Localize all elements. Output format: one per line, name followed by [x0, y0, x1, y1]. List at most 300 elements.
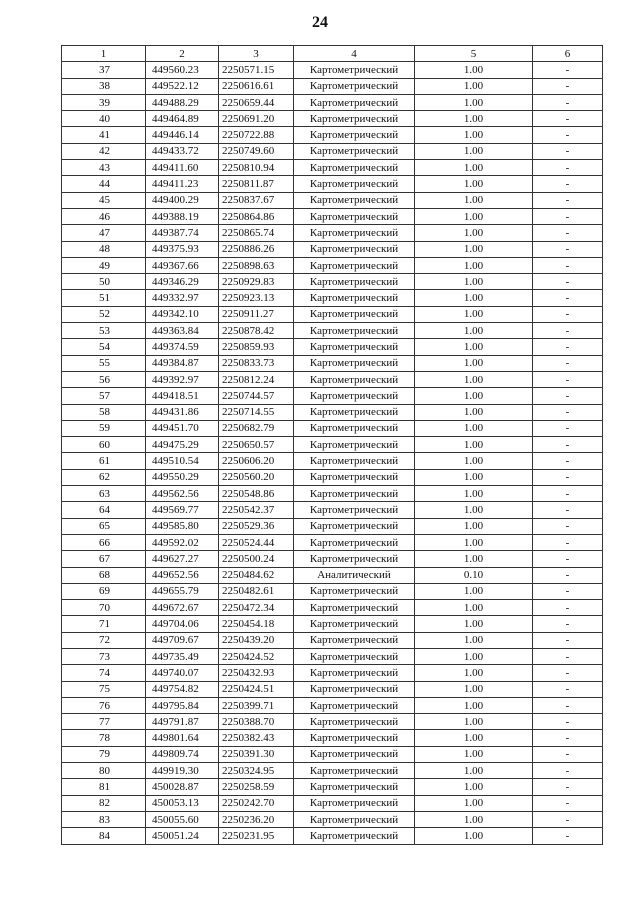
table-row	[62, 127, 603, 143]
accuracy-cell: 1.00	[415, 518, 533, 534]
method-cell: Картометрический	[294, 518, 415, 534]
method-cell: Картометрический	[294, 437, 415, 453]
method-cell: Картометрический	[294, 763, 415, 779]
point-number-cell: 42	[62, 143, 146, 159]
accuracy-cell: 1.00	[415, 225, 533, 241]
y-coordinate-cell: 2250929.83	[219, 274, 294, 290]
note-cell: -	[533, 632, 603, 648]
accuracy-cell: 1.00	[415, 502, 533, 518]
note-cell: -	[533, 208, 603, 224]
point-number-cell: 59	[62, 420, 146, 436]
y-coordinate-cell: 2250650.57	[219, 437, 294, 453]
x-coordinate-cell: 449418.51	[146, 388, 219, 404]
method-cell: Картометрический	[294, 143, 415, 159]
x-coordinate-cell: 449411.23	[146, 176, 219, 192]
y-coordinate-cell: 2250722.88	[219, 127, 294, 143]
point-number-cell: 69	[62, 583, 146, 599]
x-coordinate-cell: 449809.74	[146, 746, 219, 762]
method-cell: Картометрический	[294, 811, 415, 827]
y-coordinate-cell: 2250606.20	[219, 453, 294, 469]
point-number-cell: 60	[62, 437, 146, 453]
x-coordinate-cell: 449562.56	[146, 486, 219, 502]
x-coordinate-cell: 449387.74	[146, 225, 219, 241]
point-number-cell: 45	[62, 192, 146, 208]
method-cell: Картометрический	[294, 62, 415, 78]
note-cell: -	[533, 225, 603, 241]
note-cell: -	[533, 339, 603, 355]
y-coordinate-cell: 2250484.62	[219, 567, 294, 583]
table-row	[62, 355, 603, 371]
x-coordinate-cell: 449704.06	[146, 616, 219, 632]
accuracy-cell: 1.00	[415, 600, 533, 616]
method-cell: Картометрический	[294, 78, 415, 94]
y-coordinate-cell: 2250529.36	[219, 518, 294, 534]
table-row	[62, 420, 603, 436]
note-cell: -	[533, 779, 603, 795]
method-cell: Картометрический	[294, 486, 415, 502]
point-number-cell: 50	[62, 274, 146, 290]
method-cell: Картометрический	[294, 453, 415, 469]
point-number-cell: 38	[62, 78, 146, 94]
y-coordinate-cell: 2250911.27	[219, 306, 294, 322]
note-cell: -	[533, 795, 603, 811]
method-cell: Картометрический	[294, 632, 415, 648]
y-coordinate-cell: 2250454.18	[219, 616, 294, 632]
method-cell: Картометрический	[294, 208, 415, 224]
method-cell: Картометрический	[294, 420, 415, 436]
table-row	[62, 828, 603, 844]
y-coordinate-cell: 2250898.63	[219, 257, 294, 273]
method-cell: Картометрический	[294, 176, 415, 192]
x-coordinate-cell: 449585.80	[146, 518, 219, 534]
method-cell: Картометрический	[294, 323, 415, 339]
table-row	[62, 518, 603, 534]
accuracy-cell: 1.00	[415, 94, 533, 110]
table-row	[62, 583, 603, 599]
y-coordinate-cell: 2250886.26	[219, 241, 294, 257]
method-cell: Картометрический	[294, 192, 415, 208]
accuracy-cell: 1.00	[415, 763, 533, 779]
y-coordinate-cell: 2250472.34	[219, 600, 294, 616]
x-coordinate-cell: 449560.23	[146, 62, 219, 78]
point-number-cell: 62	[62, 469, 146, 485]
column-header: 1	[62, 46, 146, 62]
table-row	[62, 143, 603, 159]
y-coordinate-cell: 2250236.20	[219, 811, 294, 827]
y-coordinate-cell: 2250714.55	[219, 404, 294, 420]
table-row	[62, 632, 603, 648]
table-row	[62, 567, 603, 583]
note-cell: -	[533, 323, 603, 339]
point-number-cell: 75	[62, 681, 146, 697]
note-cell: -	[533, 486, 603, 502]
y-coordinate-cell: 2250548.86	[219, 486, 294, 502]
note-cell: -	[533, 665, 603, 681]
point-number-cell: 80	[62, 763, 146, 779]
point-number-cell: 51	[62, 290, 146, 306]
note-cell: -	[533, 746, 603, 762]
accuracy-cell: 1.00	[415, 697, 533, 713]
point-number-cell: 44	[62, 176, 146, 192]
table-row	[62, 404, 603, 420]
method-cell: Картометрический	[294, 306, 415, 322]
point-number-cell: 65	[62, 518, 146, 534]
note-cell: -	[533, 469, 603, 485]
note-cell: -	[533, 241, 603, 257]
point-number-cell: 55	[62, 355, 146, 371]
method-cell: Картометрический	[294, 681, 415, 697]
y-coordinate-cell: 2250865.74	[219, 225, 294, 241]
y-coordinate-cell: 2250810.94	[219, 160, 294, 176]
column-header: 2	[146, 46, 219, 62]
x-coordinate-cell: 449754.82	[146, 681, 219, 697]
method-cell: Картометрический	[294, 502, 415, 518]
point-number-cell: 56	[62, 371, 146, 387]
y-coordinate-cell: 2250258.59	[219, 779, 294, 795]
method-cell: Картометрический	[294, 111, 415, 127]
column-header: 5	[415, 46, 533, 62]
x-coordinate-cell: 449735.49	[146, 648, 219, 664]
y-coordinate-cell: 2250864.86	[219, 208, 294, 224]
table-row	[62, 208, 603, 224]
x-coordinate-cell: 449388.19	[146, 208, 219, 224]
table-row	[62, 616, 603, 632]
x-coordinate-cell: 449740.07	[146, 665, 219, 681]
table-row	[62, 160, 603, 176]
y-coordinate-cell: 2250811.87	[219, 176, 294, 192]
x-coordinate-cell: 449709.67	[146, 632, 219, 648]
accuracy-cell: 1.00	[415, 355, 533, 371]
accuracy-cell: 1.00	[415, 665, 533, 681]
note-cell: -	[533, 355, 603, 371]
x-coordinate-cell: 449592.02	[146, 534, 219, 550]
x-coordinate-cell: 449332.97	[146, 290, 219, 306]
table-row	[62, 257, 603, 273]
method-cell: Картометрический	[294, 241, 415, 257]
accuracy-cell: 1.00	[415, 420, 533, 436]
note-cell: -	[533, 828, 603, 844]
note-cell: -	[533, 583, 603, 599]
x-coordinate-cell: 449522.12	[146, 78, 219, 94]
accuracy-cell: 1.00	[415, 78, 533, 94]
note-cell: -	[533, 763, 603, 779]
y-coordinate-cell: 2250837.67	[219, 192, 294, 208]
point-number-cell: 76	[62, 697, 146, 713]
method-cell: Картометрический	[294, 828, 415, 844]
table-row	[62, 486, 603, 502]
x-coordinate-cell: 449446.14	[146, 127, 219, 143]
accuracy-cell: 1.00	[415, 828, 533, 844]
point-number-cell: 77	[62, 714, 146, 730]
method-cell: Картометрический	[294, 697, 415, 713]
method-cell: Аналитический	[294, 567, 415, 583]
note-cell: -	[533, 176, 603, 192]
point-number-cell: 37	[62, 62, 146, 78]
point-number-cell: 39	[62, 94, 146, 110]
y-coordinate-cell: 2250560.20	[219, 469, 294, 485]
accuracy-cell: 1.00	[415, 730, 533, 746]
method-cell: Картометрический	[294, 257, 415, 273]
table-row	[62, 681, 603, 697]
table-row	[62, 811, 603, 827]
table-row	[62, 94, 603, 110]
accuracy-cell: 1.00	[415, 241, 533, 257]
accuracy-cell: 1.00	[415, 583, 533, 599]
method-cell: Картометрический	[294, 616, 415, 632]
x-coordinate-cell: 449672.67	[146, 600, 219, 616]
method-cell: Картометрический	[294, 290, 415, 306]
coordinates-table	[61, 45, 603, 845]
note-cell: -	[533, 160, 603, 176]
method-cell: Картометрический	[294, 371, 415, 387]
y-coordinate-cell: 2250682.79	[219, 420, 294, 436]
method-cell: Картометрический	[294, 795, 415, 811]
y-coordinate-cell: 2250424.51	[219, 681, 294, 697]
table-row	[62, 388, 603, 404]
x-coordinate-cell: 449655.79	[146, 583, 219, 599]
point-number-cell: 61	[62, 453, 146, 469]
point-number-cell: 40	[62, 111, 146, 127]
column-header: 4	[294, 46, 415, 62]
x-coordinate-cell: 449791.87	[146, 714, 219, 730]
accuracy-cell: 1.00	[415, 551, 533, 567]
table-row	[62, 746, 603, 762]
note-cell: -	[533, 697, 603, 713]
x-coordinate-cell: 449510.54	[146, 453, 219, 469]
point-number-cell: 67	[62, 551, 146, 567]
table-row	[62, 225, 603, 241]
method-cell: Картометрический	[294, 551, 415, 567]
accuracy-cell: 1.00	[415, 746, 533, 762]
table-row	[62, 648, 603, 664]
note-cell: -	[533, 192, 603, 208]
note-cell: -	[533, 388, 603, 404]
method-cell: Картометрический	[294, 714, 415, 730]
x-coordinate-cell: 449569.77	[146, 502, 219, 518]
accuracy-cell: 1.00	[415, 632, 533, 648]
y-coordinate-cell: 2250382.43	[219, 730, 294, 746]
accuracy-cell: 1.00	[415, 290, 533, 306]
point-number-cell: 74	[62, 665, 146, 681]
x-coordinate-cell: 449488.29	[146, 94, 219, 110]
x-coordinate-cell: 449342.10	[146, 306, 219, 322]
table-row	[62, 62, 603, 78]
y-coordinate-cell: 2250542.37	[219, 502, 294, 518]
accuracy-cell: 1.00	[415, 714, 533, 730]
y-coordinate-cell: 2250388.70	[219, 714, 294, 730]
table-row	[62, 78, 603, 94]
x-coordinate-cell: 450051.24	[146, 828, 219, 844]
point-number-cell: 46	[62, 208, 146, 224]
y-coordinate-cell: 2250324.95	[219, 763, 294, 779]
point-number-cell: 84	[62, 828, 146, 844]
note-cell: -	[533, 616, 603, 632]
accuracy-cell: 1.00	[415, 404, 533, 420]
x-coordinate-cell: 450055.60	[146, 811, 219, 827]
accuracy-cell: 1.00	[415, 486, 533, 502]
x-coordinate-cell: 449363.84	[146, 323, 219, 339]
method-cell: Картометрический	[294, 94, 415, 110]
note-cell: -	[533, 274, 603, 290]
y-coordinate-cell: 2250231.95	[219, 828, 294, 844]
accuracy-cell: 1.00	[415, 534, 533, 550]
accuracy-cell: 1.00	[415, 111, 533, 127]
method-cell: Картометрический	[294, 274, 415, 290]
accuracy-cell: 1.00	[415, 811, 533, 827]
accuracy-cell: 1.00	[415, 616, 533, 632]
point-number-cell: 54	[62, 339, 146, 355]
method-cell: Картометрический	[294, 225, 415, 241]
method-cell: Картометрический	[294, 534, 415, 550]
x-coordinate-cell: 449475.29	[146, 437, 219, 453]
note-cell: -	[533, 257, 603, 273]
note-cell: -	[533, 143, 603, 159]
y-coordinate-cell: 2250439.20	[219, 632, 294, 648]
note-cell: -	[533, 62, 603, 78]
point-number-cell: 82	[62, 795, 146, 811]
note-cell: -	[533, 420, 603, 436]
accuracy-cell: 1.00	[415, 437, 533, 453]
accuracy-cell: 1.00	[415, 257, 533, 273]
table-row	[62, 437, 603, 453]
accuracy-cell: 1.00	[415, 371, 533, 387]
x-coordinate-cell: 449652.56	[146, 567, 219, 583]
point-number-cell: 68	[62, 567, 146, 583]
note-cell: -	[533, 518, 603, 534]
table-row	[62, 600, 603, 616]
table-row	[62, 665, 603, 681]
y-coordinate-cell: 2250812.24	[219, 371, 294, 387]
x-coordinate-cell: 449795.84	[146, 697, 219, 713]
method-cell: Картометрический	[294, 730, 415, 746]
table-row	[62, 241, 603, 257]
table-row	[62, 795, 603, 811]
note-cell: -	[533, 290, 603, 306]
table-row	[62, 714, 603, 730]
y-coordinate-cell: 2250242.70	[219, 795, 294, 811]
method-cell: Картометрический	[294, 746, 415, 762]
note-cell: -	[533, 78, 603, 94]
y-coordinate-cell: 2250833.73	[219, 355, 294, 371]
table-row	[62, 111, 603, 127]
note-cell: -	[533, 567, 603, 583]
table-row	[62, 306, 603, 322]
note-cell: -	[533, 111, 603, 127]
x-coordinate-cell: 449464.89	[146, 111, 219, 127]
y-coordinate-cell: 2250878.42	[219, 323, 294, 339]
point-number-cell: 52	[62, 306, 146, 322]
note-cell: -	[533, 730, 603, 746]
method-cell: Картометрический	[294, 779, 415, 795]
table-row	[62, 290, 603, 306]
x-coordinate-cell: 450053.13	[146, 795, 219, 811]
method-cell: Картометрический	[294, 600, 415, 616]
column-header: 6	[533, 46, 603, 62]
page-number: 24	[312, 14, 328, 31]
x-coordinate-cell: 449374.59	[146, 339, 219, 355]
x-coordinate-cell: 449550.29	[146, 469, 219, 485]
y-coordinate-cell: 2250391.30	[219, 746, 294, 762]
table-row	[62, 192, 603, 208]
method-cell: Картометрический	[294, 127, 415, 143]
method-cell: Картометрический	[294, 339, 415, 355]
point-number-cell: 81	[62, 779, 146, 795]
table-row	[62, 730, 603, 746]
accuracy-cell: 0.10	[415, 567, 533, 583]
method-cell: Картометрический	[294, 404, 415, 420]
point-number-cell: 43	[62, 160, 146, 176]
table-row	[62, 502, 603, 518]
accuracy-cell: 1.00	[415, 62, 533, 78]
accuracy-cell: 1.00	[415, 176, 533, 192]
x-coordinate-cell: 449384.87	[146, 355, 219, 371]
point-number-cell: 83	[62, 811, 146, 827]
accuracy-cell: 1.00	[415, 143, 533, 159]
table-row	[62, 453, 603, 469]
point-number-cell: 70	[62, 600, 146, 616]
x-coordinate-cell: 449451.70	[146, 420, 219, 436]
y-coordinate-cell: 2250859.93	[219, 339, 294, 355]
x-coordinate-cell: 449392.97	[146, 371, 219, 387]
point-number-cell: 57	[62, 388, 146, 404]
method-cell: Картометрический	[294, 665, 415, 681]
y-coordinate-cell: 2250691.20	[219, 111, 294, 127]
point-number-cell: 41	[62, 127, 146, 143]
y-coordinate-cell: 2250923.13	[219, 290, 294, 306]
method-cell: Картометрический	[294, 355, 415, 371]
point-number-cell: 53	[62, 323, 146, 339]
table-header-row	[62, 46, 603, 62]
accuracy-cell: 1.00	[415, 323, 533, 339]
table-row	[62, 534, 603, 550]
x-coordinate-cell: 449400.29	[146, 192, 219, 208]
method-cell: Картометрический	[294, 160, 415, 176]
note-cell: -	[533, 551, 603, 567]
note-cell: -	[533, 404, 603, 420]
y-coordinate-cell: 2250500.24	[219, 551, 294, 567]
y-coordinate-cell: 2250616.61	[219, 78, 294, 94]
table-row	[62, 697, 603, 713]
y-coordinate-cell: 2250524.44	[219, 534, 294, 550]
table-row	[62, 551, 603, 567]
accuracy-cell: 1.00	[415, 339, 533, 355]
note-cell: -	[533, 600, 603, 616]
y-coordinate-cell: 2250482.61	[219, 583, 294, 599]
point-number-cell: 66	[62, 534, 146, 550]
note-cell: -	[533, 306, 603, 322]
x-coordinate-cell: 449627.27	[146, 551, 219, 567]
x-coordinate-cell: 449346.29	[146, 274, 219, 290]
point-number-cell: 71	[62, 616, 146, 632]
accuracy-cell: 1.00	[415, 160, 533, 176]
y-coordinate-cell: 2250744.57	[219, 388, 294, 404]
y-coordinate-cell: 2250399.71	[219, 697, 294, 713]
table-row	[62, 339, 603, 355]
note-cell: -	[533, 437, 603, 453]
y-coordinate-cell: 2250571.15	[219, 62, 294, 78]
x-coordinate-cell: 449919.30	[146, 763, 219, 779]
point-number-cell: 79	[62, 746, 146, 762]
column-header: 3	[219, 46, 294, 62]
accuracy-cell: 1.00	[415, 779, 533, 795]
x-coordinate-cell: 449411.60	[146, 160, 219, 176]
table-row	[62, 371, 603, 387]
point-number-cell: 63	[62, 486, 146, 502]
point-number-cell: 72	[62, 632, 146, 648]
method-cell: Картометрический	[294, 583, 415, 599]
point-number-cell: 47	[62, 225, 146, 241]
accuracy-cell: 1.00	[415, 469, 533, 485]
